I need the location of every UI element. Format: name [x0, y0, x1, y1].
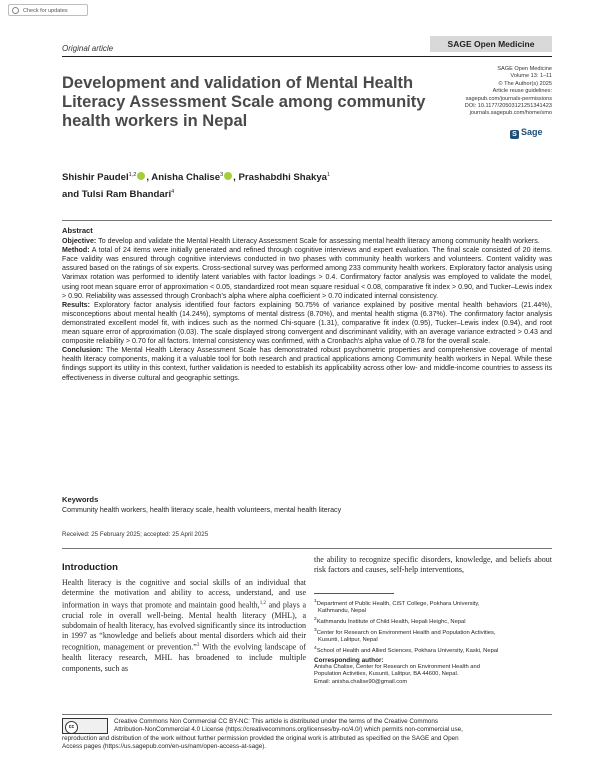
author-list: Shishir Paudel$^{1,2}$ , Anisha Chalise$^3$ , Prashabdhi Shakya$^1$ and Tulsi Ram Bhandari$^4$	[62, 172, 331, 201]
keywords-text: Community health workers, health literacy scale, health volunteers, mental health literacy	[62, 506, 342, 514]
affil-line: Kathmandu Institute of Child Health, Hepali Heighc, Nepal	[316, 619, 466, 626]
meta-line: SAGE Open Medicine	[497, 66, 552, 72]
abstract-rule	[62, 220, 552, 221]
article-type: Original article	[62, 44, 114, 53]
orcid-icon[interactable]	[137, 172, 145, 180]
meta-link[interactable]: journals.sagepub.com/home/smo	[469, 110, 552, 117]
intro-paragraph: and plays a crucial role in overall well-being. Mental health literacy (MHL), a subdomain of health literacy, has evolved significantly since its introduction in 1997 as “knowledge and beliefs about mental disorders which aid their recognition, management or prevention.”	[62, 600, 306, 653]
meta-link[interactable]: sagepub.com/journals-permissions	[465, 95, 552, 102]
affil-line: Kathmandu, Nepal	[318, 608, 367, 615]
cc-icon: cc	[65, 721, 78, 734]
intro-paragraph: Health literacy is the cognitive and social skills of an individual that determine the motivation and ability to access, understand, and use information in ways that promote and maintain good health,	[62, 578, 306, 610]
affil-num: 1	[314, 599, 317, 604]
license-line: Attribution-NonCommercial 4.0 License (https://creativecommons.org/licenses/by-nc/4.0/) which permits non-commercial use,	[114, 726, 463, 734]
affil-num: 3	[314, 628, 317, 634]
introduction-col2-text: the ability to recognize specific disorders, knowledge, and beliefs about risk factors and causes, self-help interventions,	[314, 555, 552, 575]
abstract-label: Results:	[62, 300, 90, 309]
introduction-heading: Introduction	[62, 562, 118, 573]
journal-name-box: SAGE Open Medicine	[430, 36, 552, 52]
meta-line: © The Author(s) 2025	[498, 80, 552, 87]
corresponding-email[interactable]: Email: anisha.chalise90@gmail.com	[314, 678, 408, 685]
keywords-heading: Keywords	[62, 495, 99, 504]
author-name: Shishir Paudel	[62, 172, 129, 184]
author-name: Prashabdhi Shakya	[238, 172, 327, 184]
header-rule	[62, 56, 552, 57]
abstract-text: The Mental Health Literacy Assessment Scale has demonstrated robust psychometric properties and comprehensive coverage of mental health literacy components, making it a valuable tool for both research and practical applications among Community health workers in Nepal. While these findings support its utility in this context, further validation is needed to establish its applicability across other low- and middle-income countries to assess its effectiveness in diverse cultural and geographic settings.	[62, 346, 552, 382]
meta-line: Volume 13: 1–11	[510, 73, 552, 80]
sage-logo-text: Sage	[521, 127, 543, 137]
abstract-objective	[62, 237, 552, 246]
author-affil-sup: 3	[220, 172, 224, 178]
abstract-text: To develop and validate the Mental Health Literacy Assessment Scale for assessing mental health literacy among community health workers.	[96, 237, 540, 246]
author-affil-sup: 1	[327, 172, 331, 178]
abstract-heading: Abstract	[62, 226, 93, 235]
license-rule	[62, 714, 552, 715]
received-dates: Received: 25 February 2025; accepted: 25 April 2025	[62, 531, 209, 538]
affil-num: 2	[314, 617, 317, 623]
corresponding-heading: Corresponding author:	[314, 656, 384, 664]
abstract-results	[62, 301, 552, 346]
author-conjunction: and	[62, 189, 82, 201]
sage-logo-icon: S	[510, 130, 519, 139]
orcid-icon[interactable]	[224, 172, 232, 180]
affiliation-item	[314, 598, 552, 616]
abstract-method	[62, 246, 552, 301]
affil-line: Department of Public Health, CiST College, Pokhara University,	[316, 600, 480, 607]
affil-line: Kusunti, Lalitpur, Nepal	[318, 637, 378, 644]
license-line: reproduction and distribution of the work without further permission provided the original work is attributed as specified on the SAGE and Open	[62, 735, 459, 742]
license-text	[114, 718, 554, 735]
meta-doi[interactable]: DOI: 10.1177/20503121251341423	[464, 103, 552, 110]
author-affil-sup: 1,2	[128, 172, 137, 178]
license-line: Creative Commons Non Commercial CC BY-NC: This article is distributed under the terms of the Creative Commons	[114, 718, 439, 725]
affiliation-item	[314, 616, 552, 626]
abstract	[62, 226, 552, 383]
author-name: Tulsi Ram Bhandari	[81, 189, 172, 201]
citation-sup[interactable]: 3	[196, 643, 200, 649]
introduction-text	[62, 578, 306, 674]
meta-line: Article reuse guidelines:	[492, 88, 552, 95]
abstract-label: Objective:	[62, 237, 97, 246]
corresponding-line: Anisha Chalise, Center for Research on Environment Health and	[314, 664, 480, 671]
cc-license-badge[interactable]	[62, 718, 108, 734]
abstract-label: Method:	[62, 246, 90, 255]
citation-sup[interactable]: 1,2	[259, 600, 266, 606]
abstract-conclusion	[62, 346, 552, 382]
affiliation-rule	[314, 593, 394, 594]
affil-line: Center for Research on Environment Health and Population Activities,	[316, 629, 496, 636]
affiliation-item	[314, 645, 552, 655]
abstract-text: Exploratory factor analysis identified four factors explaining 50.75% of variance explained by positive mental health behaviors (21.44%), misconceptions about mental health (14.24%), symptoms of mental distress (8.70%), and mental health stigma (6.37%). The confirmatory factor analysis demonstrated excellent model fit, with indices such as the normed Chi-square (1.31), comparative fit index (0.95), Tucker–Lewis index (0.94), and root mean square error of approximation (0.03). The scale displayed strong convergent and discriminant validity, with an average variance extracted > 0.43 and composite reliability > 0.70 for all factors. Internal consistency was confirmed, with a Cronbach's alpha value of 0.78 for the overall scale.	[62, 300, 552, 346]
corresponding-line: Population Activities, Kusunti, Lalitpur, BA 44600, Nepal.	[314, 671, 459, 678]
affil-num: 4	[314, 646, 317, 652]
affiliation-item	[314, 627, 552, 645]
badge-label: Check for updates	[23, 8, 68, 14]
affiliations	[314, 598, 552, 686]
abstract-text: A total of 24 items were initially generated and refined through cognitive interviews and expert evaluation. The final scale consisted of 20 items. Face validity was ensured through cognitive interviews conducted in two phases with community health workers and volunteers. Content validity was assured based on the ratings of six experts. Cross-sectional survey was performed among 233 community health workers. Exploratory factor analysis using Varimax rotation was performed to identify latent variables with factor loadings > 0.4. Confirmatory factor analysis was employed to validate the model, using root mean square error of approximation < 0.05, standardized root mean square residual < 0.08, comparative fit index > 0.90, and Tucker–Lewis index > 0.90. Reliability was assessed through Cronbach's alpha where alpha coefficient > 0.70 indicated internal consistency.	[62, 246, 552, 300]
sage-logo	[510, 127, 543, 139]
license-line: Access pages (https://us.sagepub.com/en-us/nam/open-access-at-sage).	[62, 743, 267, 751]
affil-line: School of Health and Allied Sciences, Pokhara University, Kaski, Nepal	[316, 648, 499, 655]
abstract-label: Conclusion:	[62, 346, 103, 355]
license-text-cont	[62, 735, 554, 752]
article-title: Development and validation of Mental Health Literacy Assessment Scale among community health workers in Nepal	[62, 74, 426, 130]
update-icon	[12, 7, 19, 14]
intro-paragraph: With the evolving landscape of health literacy research, MHL has broadened to include multiple components, such as	[62, 643, 306, 673]
journal-meta	[436, 66, 552, 118]
check-for-updates-badge[interactable]	[8, 4, 88, 16]
body-rule	[62, 548, 552, 549]
author-affil-sup: 4	[171, 189, 175, 196]
author-name: Anisha Chalise	[151, 172, 221, 184]
